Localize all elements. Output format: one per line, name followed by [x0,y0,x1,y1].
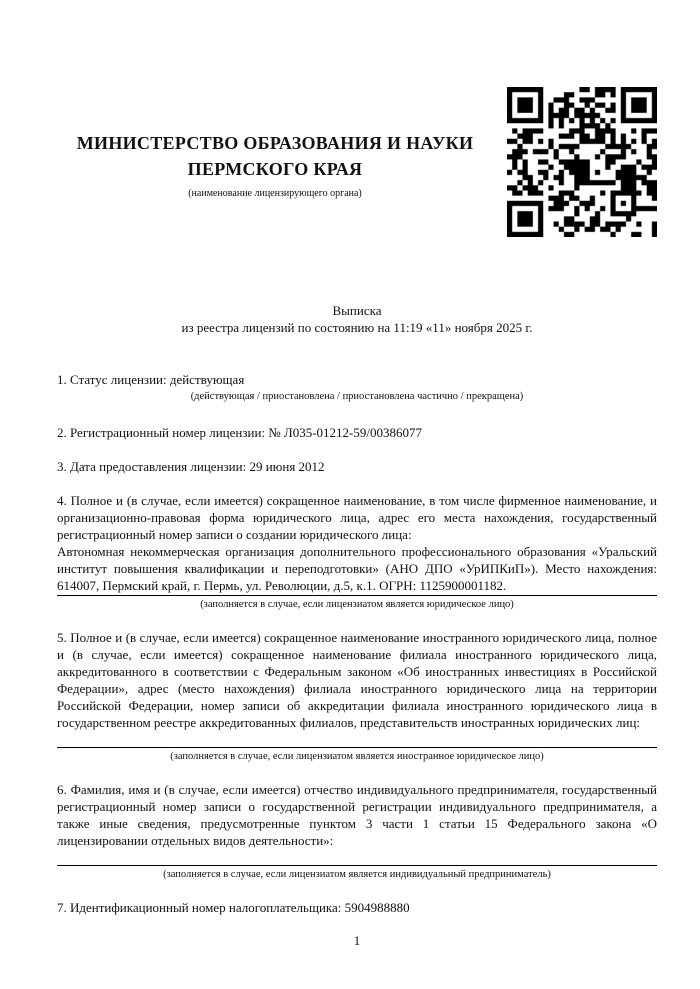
license-status-text: 1. Статус лицензии: действующая [57,372,245,387]
document-title-line2: из реестра лицензий по состоянию на 11:19 «11» ноября 2025 г. [181,320,533,335]
item-registration-number [57,424,657,441]
fill-in-line [57,747,657,748]
licensing-authority-name-line2: ПЕРМСКОГО КРАЯ [187,159,363,179]
item-grant-date [57,458,657,475]
grant-date-text: 3. Дата предоставления лицензии: 29 июня 2012 [57,459,325,474]
foreign-entity-caption: (заполняется в случае, если лицензиатом является иностранное юридическое лицо) [170,751,544,762]
foreign-entity-answer [57,731,657,746]
item-individual-entrepreneur [57,781,657,881]
license-status-caption: (действующая / приостановлена / приостановлена частично / прекращена) [190,391,524,402]
document-title [57,302,657,336]
item-license-status [57,371,657,403]
foreign-entity-question: 5. Полное и (в случае, если имеется) сокращенное наименование иностранного юридического лица, полное и (в случае, если имеется) сокращенное наименование филиала иностранного юридического лица, аккредитованного в соответствии с Федеральным законом «Об иностранных инвестициях в Российской Федерации», адрес (место нахождения) филиала иностранного юридического лица на территории Российской Федерации, номер записи об аккредитации филиала иностранного юридического лица в государственном реестре аккредитованных филиалов, представительств иностранных юридических лиц: [57,630,657,730]
item-foreign-entity [57,629,657,763]
fill-in-line [57,865,657,866]
taxpayer-number-text: 7. Идентификационный номер налогоплательщика: 5904988880 [57,900,410,915]
page-number: 1 [353,933,361,948]
fill-in-line [57,595,657,596]
licensing-authority-caption: (наименование лицензирующего органа) [188,188,362,199]
legal-entity-question: 4. Полное и (в случае, если имеется) сокращенное наименование, в том числе фирменное наименование, и организационно-правовая форма юридического лица, адрес его места нахождения, государственный регистрационный номер записи о создании юридического лица: [57,493,657,542]
document-header [57,130,493,200]
individual-entrepreneur-answer [57,849,657,864]
document-body [57,365,657,949]
document-title-line1: Выписка [332,303,382,318]
item-legal-entity [57,492,657,611]
licensing-authority-name-line1: МИНИСТЕРСТВО ОБРАЗОВАНИЯ И НАУКИ [76,133,474,153]
qr-code-icon [507,87,657,237]
individual-entrepreneur-question: 6. Фамилия, имя и (в случае, если имеется) отчество индивидуального предпринимателя, государственный регистрационный номер записи о государственной регистрации индивидуального предпринимателя, а также иные сведения, предусмотренные пунктом 3 части 1 статьи 15 Федерального закона «О лицензировании отдельных видов деятельности»: [57,782,657,848]
legal-entity-caption: (заполняется в случае, если лицензиатом является юридическое лицо) [200,599,514,610]
item-taxpayer-number [57,899,657,916]
registration-number-text: 2. Регистрационный номер лицензии: № Л035-01212-59/00386077 [57,425,423,440]
individual-entrepreneur-caption: (заполняется в случае, если лицензиатом является индивидуальный предприниматель) [163,869,551,880]
legal-entity-answer: Автономная некоммерческая организация дополнительного профессионального образования «Уральский институт повышения квалификации и переподготовки» (АНО ДПО «УрИПКиП»). Место нахождения: 614007, Пермский край, г. Пермь, ул. Революции, д.5, к.1. ОГРН: 1125900001182. [57,544,657,593]
